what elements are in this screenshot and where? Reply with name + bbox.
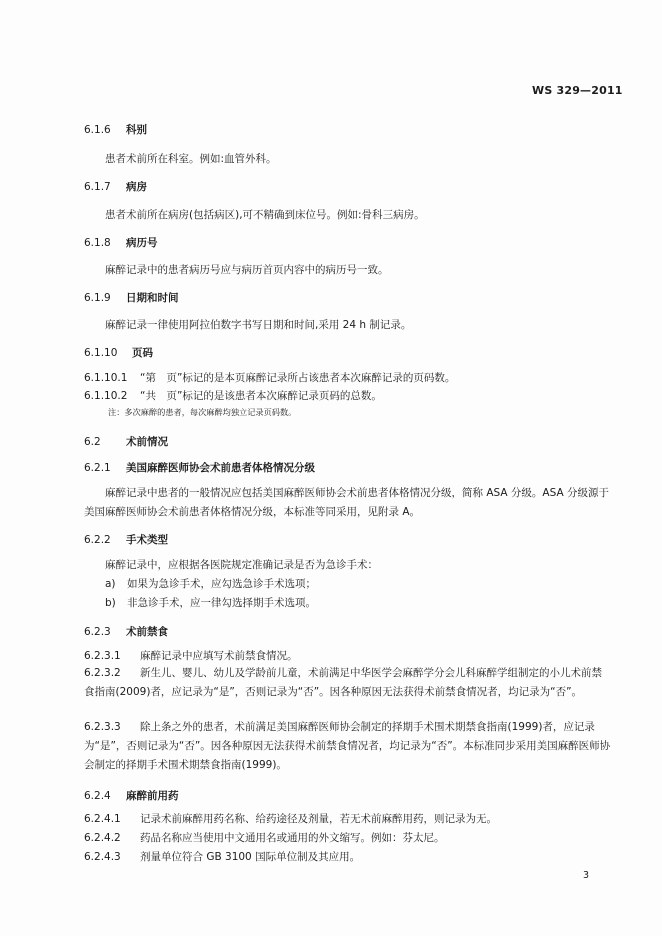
clause-text: 剂量单位符合 GB 3100 国际单位制及其应用。 bbox=[140, 851, 361, 863]
section-heading-6-2-4 bbox=[84, 788, 179, 803]
list-item-a bbox=[105, 576, 316, 591]
list-text: 如果为急诊手术，应勾选急诊手术选项； bbox=[127, 578, 316, 590]
section-title: 手术类型 bbox=[126, 534, 168, 546]
section-title: 日期和时间 bbox=[126, 292, 179, 304]
section-number: 6.2 bbox=[84, 436, 101, 448]
clause-6-1-10-2 bbox=[84, 388, 382, 403]
paragraph: 麻醉记录中的患者病历号应与病历首页内容中的病历号一致。 bbox=[105, 264, 389, 276]
section-heading-6-2 bbox=[84, 434, 168, 449]
paragraph: 麻醉记录中，应根据各医院规定准确记录是否为急诊手术： bbox=[105, 559, 378, 571]
section-title: 术前情况 bbox=[126, 436, 168, 448]
clause-number: 6.2.3.2 bbox=[84, 667, 121, 679]
clause-text: 记录术前麻醉用药名称、给药途径及剂量，若无术前麻醉用药，则记录为无。 bbox=[140, 813, 497, 825]
paragraph: 患者术前所在病房(包括病区),可不精确到床位号。例如:骨科三病房。 bbox=[105, 209, 425, 221]
list-text: 非急诊手术，应一律勾选择期手术选项。 bbox=[127, 597, 316, 609]
section-number: 6.1.9 bbox=[84, 292, 111, 304]
paragraph: 麻醉记录中患者的一般情况应包括美国麻醉医师协会术前患者体格情况分级，简称 ASA 分级。ASA 分级源于美国麻醉医师协会术前患者体格情况分级，本标准等同采用，见附录 A。 bbox=[84, 487, 609, 518]
section-heading-6-1-8 bbox=[84, 235, 158, 250]
list-marker: a) bbox=[105, 578, 116, 590]
clause-text: 药品名称应当使用中文通用名或通用的外文缩写。例如：芬太尼。 bbox=[140, 832, 445, 844]
clause-text: 除上条之外的患者，术前满足美国麻醉医师协会制定的择期手术围术期禁食指南(1999)者，应记录为“是”，否则记录为“否”。因各种原因无法获得术前禁食情况者，均记录为“否”。本标准同步采用美国麻醉医师协会制定的择期手术围术期禁食指南(1999)。 bbox=[84, 721, 611, 771]
note: 注：多次麻醉的患者，每次麻醉均独立记录页码数。 bbox=[108, 407, 297, 417]
standard-number: WS 329—2011 bbox=[532, 84, 623, 97]
clause-text: 新生儿、婴儿、幼儿及学龄前儿童，术前满足中华医学会麻醉学分会儿科麻醉学组制定的小儿术前禁食指南(2009)者，应记录为“是”，否则记录为“否”。因各种原因无法获得术前禁食情况者，均记录为“否”。 bbox=[84, 667, 602, 698]
section-heading-6-1-6 bbox=[84, 122, 147, 137]
section-number: 6.1.8 bbox=[84, 237, 111, 249]
clause-number: 6.2.3.1 bbox=[84, 650, 121, 662]
section-number: 6.1.6 bbox=[84, 124, 111, 136]
paragraph: 麻醉记录一律使用阿拉伯数字书写日期和时间,采用 24 h 制记录。 bbox=[105, 319, 412, 331]
clause-6-1-10-1 bbox=[84, 370, 455, 385]
clause-number: 6.2.4.3 bbox=[84, 851, 121, 863]
clause-6-2-3-2 bbox=[84, 664, 612, 702]
section-heading-6-2-1 bbox=[84, 460, 315, 475]
clause-text: “共 页”标记的是该患者本次麻醉记录页码的总数。 bbox=[140, 390, 382, 402]
clause-6-2-4-2 bbox=[84, 830, 445, 845]
section-heading-6-1-10 bbox=[84, 345, 153, 360]
clause-number: 6.2.4.1 bbox=[84, 813, 121, 825]
list-item-b bbox=[105, 595, 316, 610]
clause-text: 麻醉记录中应填写术前禁食情况。 bbox=[140, 650, 298, 662]
clause-6-2-3-1 bbox=[84, 648, 298, 663]
section-number: 6.2.2 bbox=[84, 534, 111, 546]
section-heading-6-1-9 bbox=[84, 290, 179, 305]
section-title: 术前禁食 bbox=[126, 626, 168, 638]
clause-6-2-4-3 bbox=[84, 849, 360, 864]
section-number: 6.1.7 bbox=[84, 181, 111, 193]
section-title: 病历号 bbox=[126, 237, 158, 249]
paragraph: 患者术前所在科室。例如:血管外科。 bbox=[105, 153, 277, 165]
clause-number: 6.1.10.2 bbox=[84, 390, 128, 402]
section-number: 6.2.1 bbox=[84, 462, 111, 474]
clause-number: 6.2.4.2 bbox=[84, 832, 121, 844]
section-title: 美国麻醉医师协会术前患者体格情况分级 bbox=[126, 462, 315, 474]
section-title: 麻醉前用药 bbox=[126, 790, 179, 802]
section-title: 科别 bbox=[126, 124, 147, 136]
list-marker: b) bbox=[105, 597, 116, 609]
section-number: 6.1.10 bbox=[84, 347, 118, 359]
clause-number: 6.2.3.3 bbox=[84, 721, 121, 733]
section-title: 病房 bbox=[126, 181, 147, 193]
page-number: 3 bbox=[583, 870, 590, 881]
section-heading-6-1-7 bbox=[84, 179, 147, 194]
section-number: 6.2.4 bbox=[84, 790, 111, 802]
section-title: 页码 bbox=[132, 347, 153, 359]
clause-text: “第 页”标记的是本页麻醉记录所占该患者本次麻醉记录的页码数。 bbox=[140, 372, 456, 384]
section-number: 6.2.3 bbox=[84, 626, 111, 638]
clause-number: 6.1.10.1 bbox=[84, 372, 128, 384]
section-heading-6-2-2 bbox=[84, 532, 168, 547]
clause-6-2-4-1 bbox=[84, 811, 497, 826]
clause-6-2-3-3 bbox=[84, 718, 612, 775]
section-heading-6-2-3 bbox=[84, 624, 168, 639]
